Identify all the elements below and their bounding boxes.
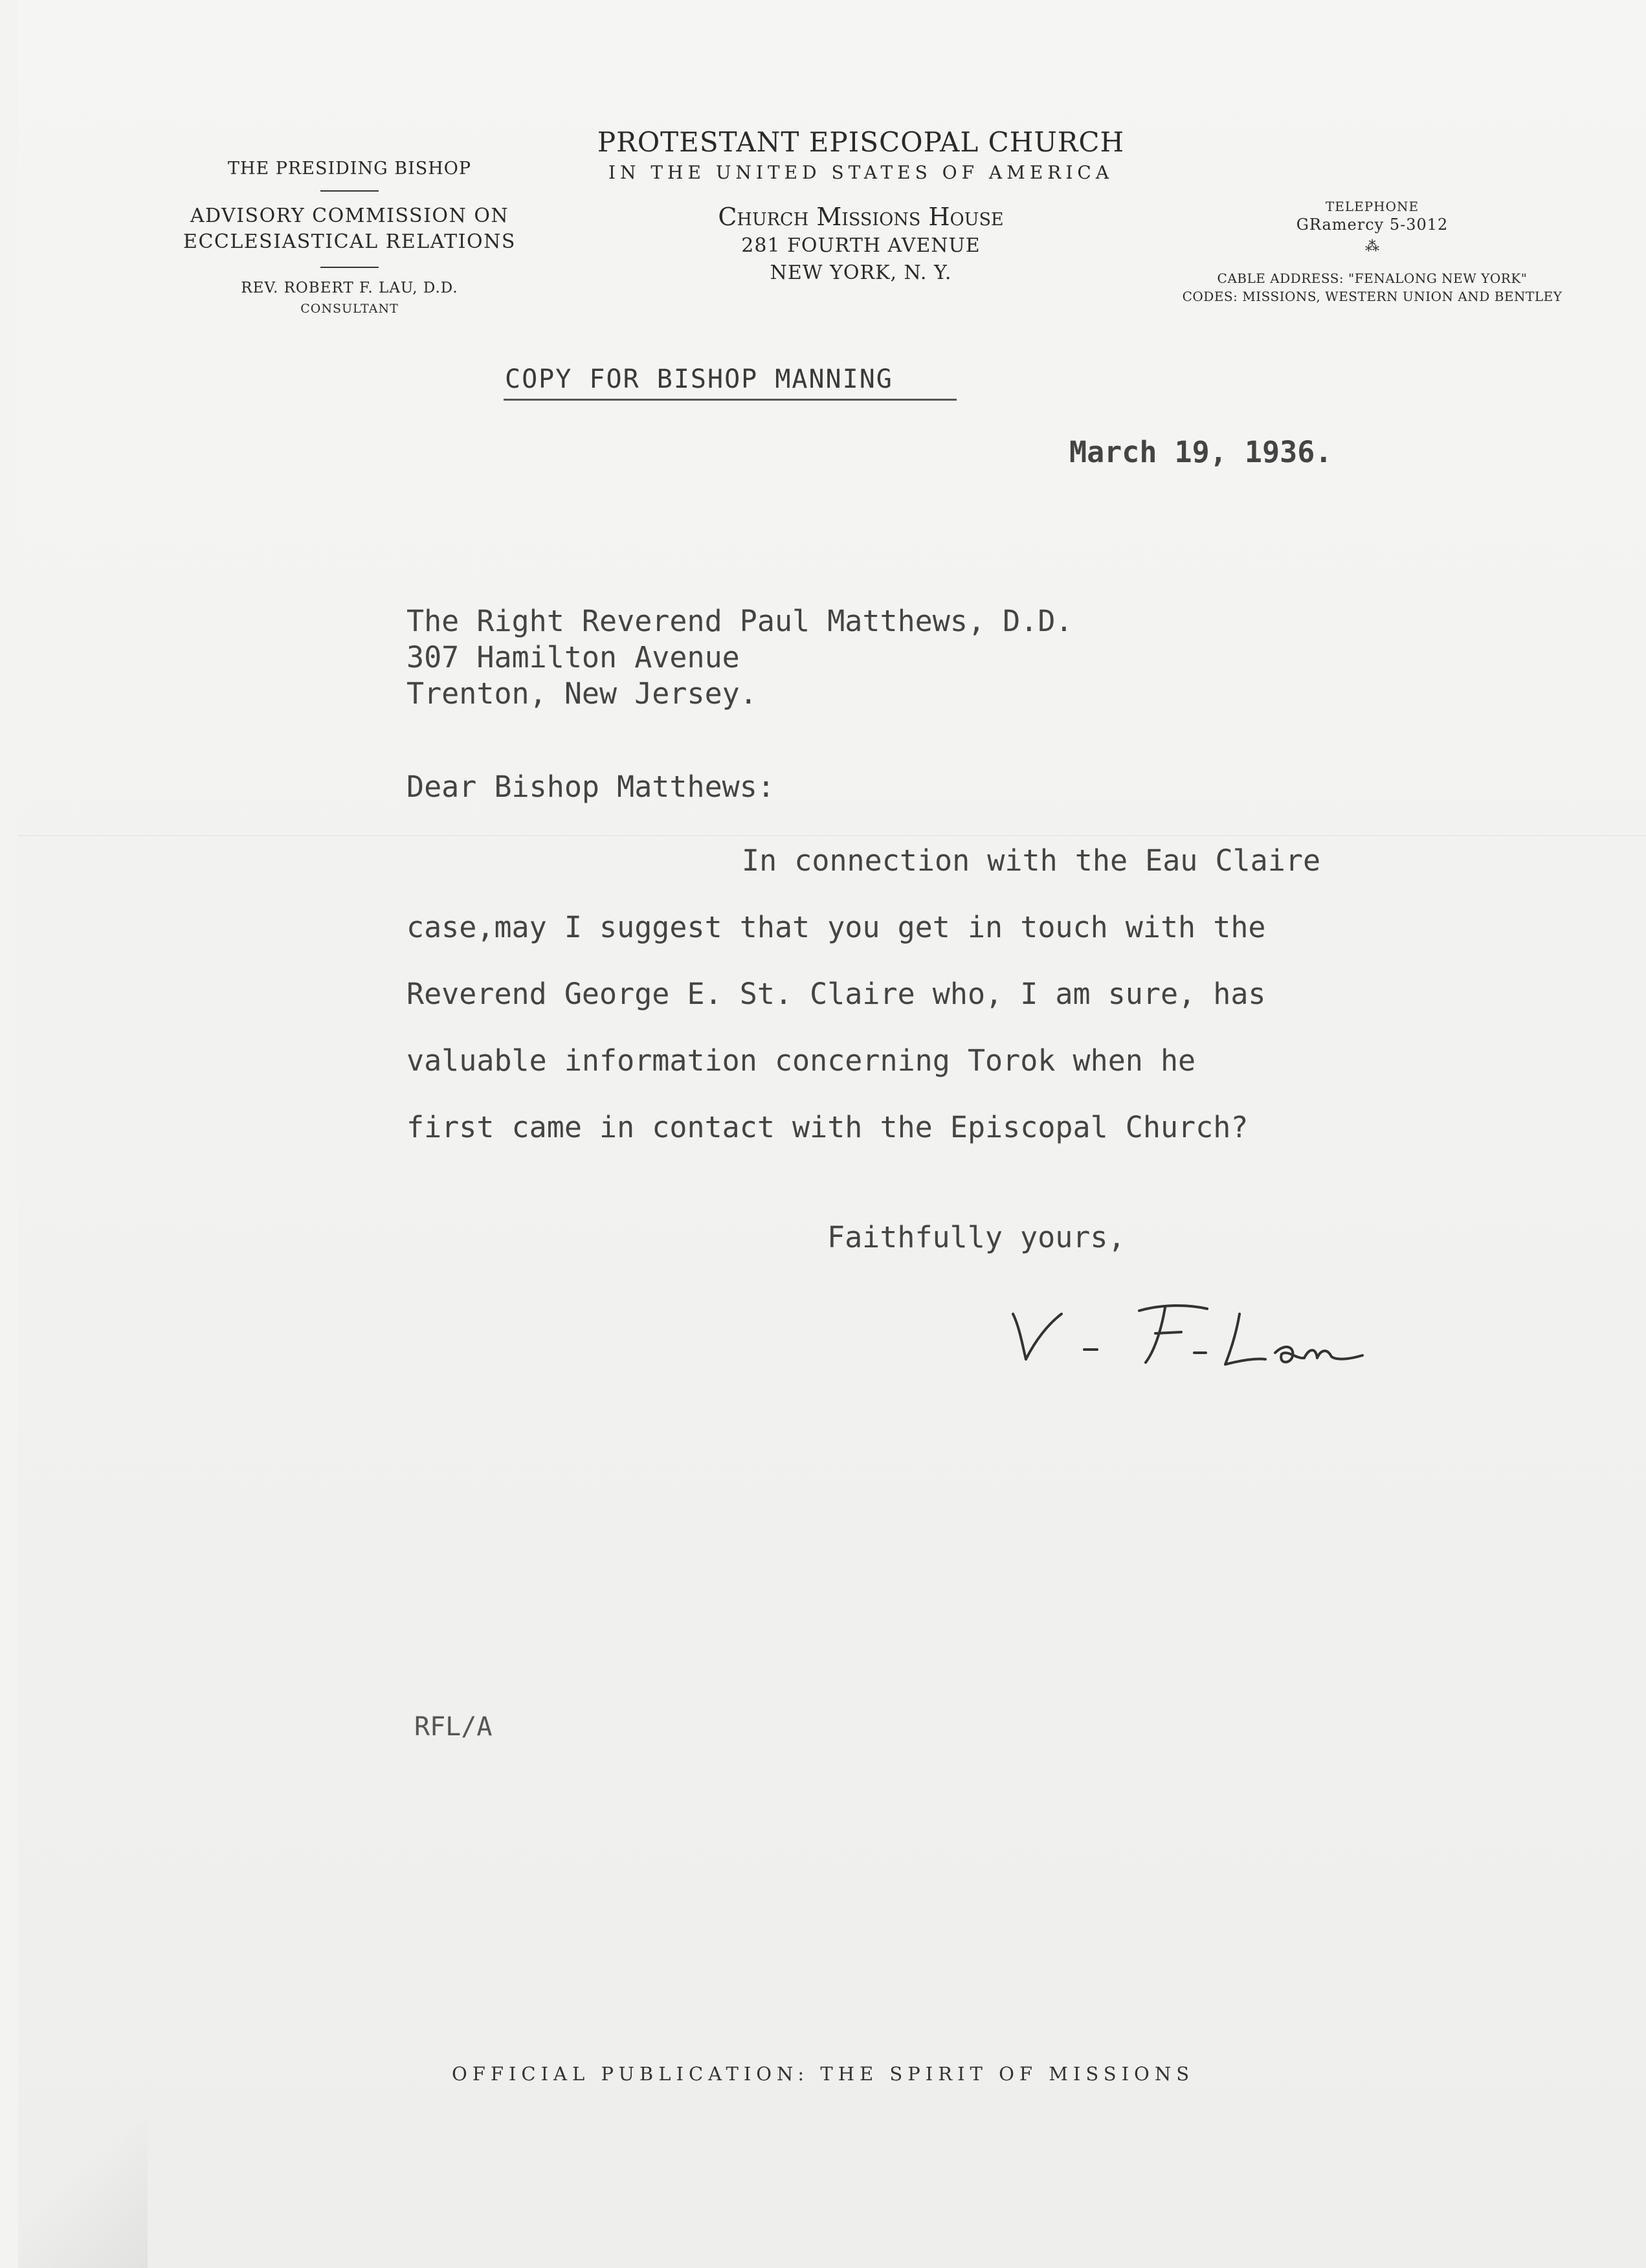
body-line: Reverend George E. St. Claire who, I am sure, has bbox=[406, 977, 1266, 1011]
consultant-title: CONSULTANT bbox=[300, 302, 399, 316]
letter-body bbox=[406, 827, 1320, 1161]
consultant-name: REV. ROBERT F. LAU, D.D. bbox=[241, 280, 458, 296]
recipient-name: The Right Reverend Paul Matthews, D.D. bbox=[406, 604, 1073, 638]
commission-line-2: ECCLESIASTICAL RELATIONS bbox=[183, 230, 516, 253]
street-address: 281 FOURTH AVENUE bbox=[741, 234, 981, 257]
recipient-city: Trenton, New Jersey. bbox=[406, 676, 757, 711]
organization-name: PROTESTANT EPISCOPAL CHURCH bbox=[597, 126, 1125, 158]
letterhead-right bbox=[1146, 199, 1599, 304]
footer-publication: OFFICIAL PUBLICATION: THE SPIRIT OF MISSIONS bbox=[451, 2063, 1195, 2085]
missions-house: Church Missions House bbox=[718, 203, 1004, 231]
corner-curl bbox=[18, 2104, 148, 2268]
recipient-address bbox=[406, 603, 1073, 712]
typist-initials: RFL/A bbox=[414, 1712, 493, 1742]
salutation: Dear Bishop Matthews: bbox=[406, 770, 775, 804]
letterhead-left bbox=[175, 159, 524, 316]
letter-date: March 19, 1936. bbox=[1069, 435, 1333, 469]
signature bbox=[1000, 1288, 1388, 1385]
presiding-bishop: THE PRESIDING BISHOP bbox=[227, 159, 472, 179]
city-address: NEW YORK, N. Y. bbox=[770, 261, 952, 284]
copy-label: COPY FOR BISHOP MANNING bbox=[505, 364, 893, 394]
telephone-label: TELEPHONE bbox=[1325, 199, 1419, 214]
body-line: In connection with the Eau Claire bbox=[742, 843, 1321, 878]
commission-line-1: ADVISORY COMMISSION ON bbox=[190, 205, 509, 227]
closing: Faithfully yours, bbox=[827, 1220, 1126, 1254]
body-line: valuable information concerning Torok when he bbox=[406, 1043, 1196, 1078]
copy-label-underline bbox=[504, 399, 957, 401]
letterhead-center bbox=[570, 126, 1152, 285]
body-line: first came in contact with the Episcopal Church? bbox=[406, 1110, 1249, 1144]
body-line: case,may I suggest that you get in touch with the bbox=[406, 910, 1266, 944]
telegraph-codes: CODES: MISSIONS, WESTERN UNION AND BENTLEY bbox=[1182, 289, 1563, 304]
telephone-number: GRamercy 5-3012 bbox=[1296, 216, 1449, 234]
ornament-icon: ⁂ bbox=[1365, 239, 1379, 255]
recipient-street: 307 Hamilton Avenue bbox=[406, 640, 740, 674]
cable-address: CABLE ADDRESS: "FENALONG NEW YORK" bbox=[1217, 271, 1528, 286]
organization-country: IN THE UNITED STATES OF AMERICA bbox=[608, 162, 1114, 183]
divider bbox=[320, 267, 379, 268]
divider bbox=[320, 190, 379, 192]
